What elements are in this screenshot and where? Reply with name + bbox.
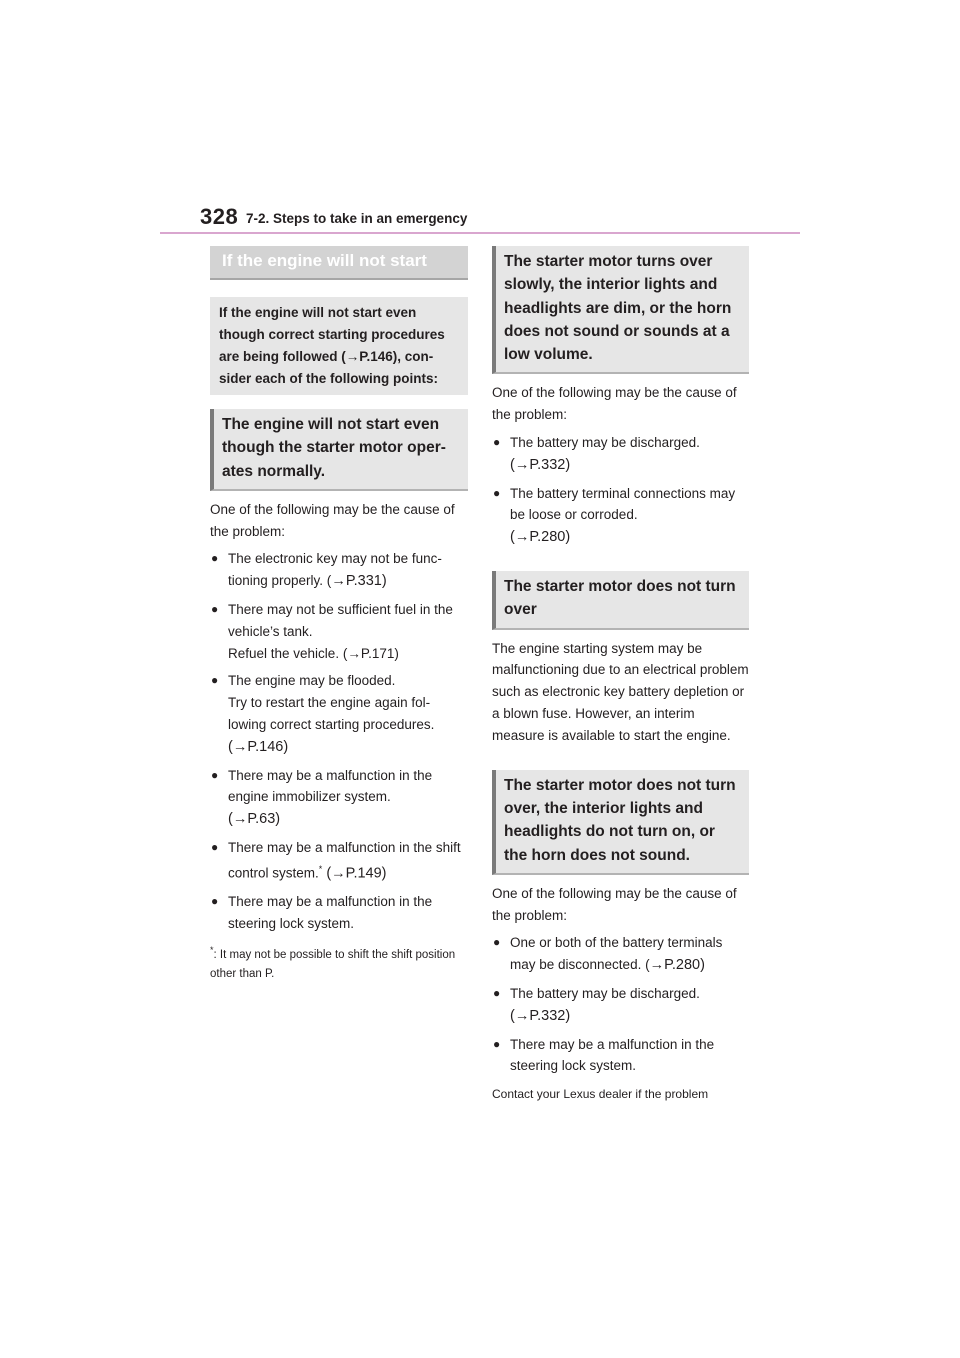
bullet-icon: ●: [493, 485, 501, 500]
bullet-icon: ●: [493, 986, 501, 1001]
bullet-icon: ●: [211, 767, 219, 782]
cause-list: [492, 432, 749, 549]
list-item: ● There may be a malfunction in the shift control system.* (→P.149): [210, 837, 468, 885]
list-item: ● There may be a malfunction in the engine immobilizer system. (→P.63): [210, 765, 468, 831]
cause-intro: One of the following may be the cause of the problem:: [210, 501, 455, 539]
page-reference: →P.280: [649, 957, 701, 974]
list-item: ● The battery may be discharged. (→P.332): [492, 983, 749, 1028]
page-number: 328: [200, 204, 239, 229]
right-column: [492, 246, 749, 1104]
bullet-icon: ●: [211, 840, 219, 855]
header-rule: [160, 232, 800, 234]
page-reference: →P.331: [331, 573, 382, 590]
bullet-icon: ●: [493, 935, 501, 950]
bullet-icon: ●: [211, 602, 219, 617]
section-label: 7-2. Steps to take in an emergency: [246, 211, 468, 226]
footnote-mark: *: [318, 863, 323, 874]
subheading-starter-no-turn: The starter motor does not turn over: [492, 571, 749, 630]
page-reference: (→P.332): [510, 456, 571, 473]
subheading-starter-no-turn-lights: The starter motor does not turn over, the interior lights and headlights do not turn on, or the horn does not sound.: [492, 770, 749, 875]
list-item: ● The electronic key may not be func- tioning properly. (→P.331): [210, 548, 468, 593]
intro-box: If the engine will not start even though correct starting procedures are being followed (→P.146), con- sider each of the following points:: [210, 297, 468, 395]
page-reference: (→P.332): [510, 1007, 571, 1024]
body-text: The engine starting system may be malfunctioning due to an electrical problem such as electronic key battery depletion or a blown fuse. However, an interim measure is available to start the engine.: [492, 640, 749, 743]
subheading-starter-normal: The engine will not start even though the starter motor oper- ates normally.: [210, 409, 468, 491]
cause-list: [210, 548, 468, 934]
list-item: ● The engine may be flooded. Try to restart the engine again fol- lowing correct starting procedures. (→P.146): [210, 670, 468, 758]
page-reference: (→P.280): [510, 529, 571, 546]
closing-text: Contact your Lexus dealer if the problem: [492, 1087, 709, 1102]
cause-intro: One of the following may be the cause of the problem:: [492, 385, 737, 423]
bullet-icon: ●: [493, 1036, 501, 1051]
page-reference: (→P.63): [228, 811, 281, 828]
page-reference: (→P.149): [322, 865, 387, 882]
list-item: ● There may not be sufficient fuel in the vehicle’s tank. Refuel the vehicle. (→P.171): [210, 599, 468, 664]
list-item: ● The battery terminal connections may be loose or corroded. (→P.280): [492, 483, 749, 549]
subheading-starter-slow: The starter motor turns over slowly, the interior lights and headlights are dim, or the horn does not sound or sounds at a low volume.: [492, 246, 749, 374]
list-item: ● One or both of the battery terminals may be disconnected. (→P.280): [492, 932, 749, 977]
bullet-icon: ●: [211, 551, 219, 566]
footnote: *: It may not be possible to shift the shift position other than P.: [210, 944, 456, 980]
bullet-icon: ●: [211, 673, 219, 688]
bullet-icon: ●: [493, 435, 501, 450]
page-reference: →P.171: [347, 645, 395, 661]
cause-intro: One of the following may be the cause of the problem:: [492, 885, 737, 923]
list-item: ● There may be a malfunction in the steering lock system.: [492, 1034, 749, 1078]
list-item: ● There may be a malfunction in the steering lock system.: [210, 891, 468, 935]
page-reference: (→P.146): [228, 738, 289, 755]
bullet-icon: ●: [211, 894, 219, 909]
cause-list: [492, 932, 749, 1077]
list-item: ● The battery may be discharged. (→P.332): [492, 432, 749, 477]
section-title: If the engine will not start: [210, 246, 468, 280]
left-column: [210, 246, 468, 984]
